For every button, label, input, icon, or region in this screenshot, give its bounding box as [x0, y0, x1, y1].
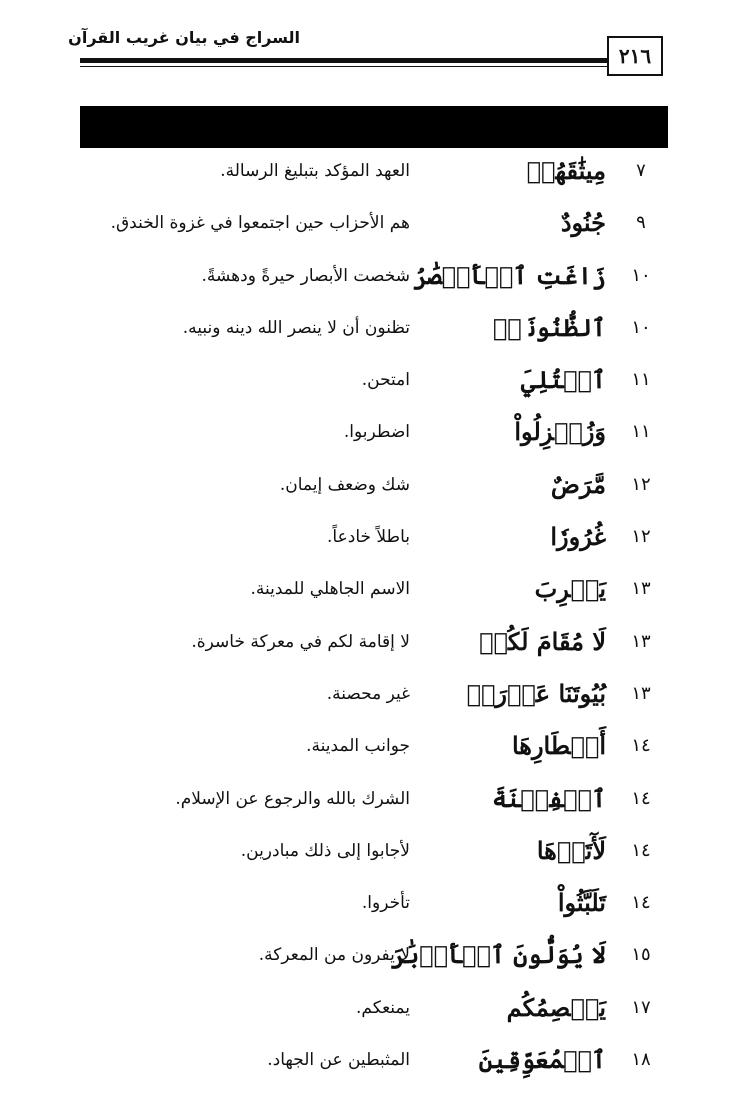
verse-number: ١٨ — [631, 1049, 651, 1071]
table-row — [80, 623, 668, 675]
word-meaning: تظنون أن لا ينصر الله دينه ونبيه. — [182, 317, 410, 338]
word-meaning: لأجابوا إلى ذلك مبادرين. — [240, 840, 410, 861]
table-row — [80, 832, 668, 884]
header-rule-thick — [80, 58, 607, 63]
quran-word: وَزُلۡزِلُواْ — [514, 417, 606, 447]
quran-word: جُنُودٌ — [560, 208, 606, 238]
quran-word: لَا يُوَلُّونَ ٱلۡأَدۡبَٰرَ — [391, 940, 606, 970]
verse-number: ١٣ — [631, 630, 651, 652]
verse-number: ١٣ — [631, 578, 651, 600]
verse-number: ١٢ — [631, 526, 651, 548]
verse-number: ١٠ — [631, 264, 651, 286]
table-row — [80, 257, 668, 309]
verse-number: ١٤ — [631, 787, 651, 809]
table-row — [80, 152, 668, 204]
word-meaning: لا يفرون من المعركة. — [258, 945, 410, 966]
quran-word: زَاغَتِ ٱلۡأَبۡصَٰرُ — [413, 260, 606, 290]
quran-word: مِيثَٰقَهُمۡ — [526, 156, 606, 185]
quran-word: لَأٓتَوۡهَا — [536, 835, 606, 865]
verse-number: ١٤ — [631, 735, 651, 757]
book-title: السراج في بيان غريب القرآن — [68, 28, 300, 47]
table-header-band — [80, 106, 668, 148]
verse-number: ١١ — [631, 369, 651, 391]
table-row — [80, 413, 668, 465]
verse-number: ١٢ — [631, 473, 651, 495]
quran-word: يَعۡصِمُكُم — [506, 992, 606, 1022]
word-meaning: يمنعكم. — [356, 997, 410, 1018]
quran-word: تَلَبَّثُواْ — [557, 888, 606, 918]
table-row — [80, 309, 668, 361]
word-meaning: شك وضعف إيمان. — [279, 474, 410, 495]
page-number-box — [607, 36, 663, 76]
word-meaning: شخصت الأبصار حيرةً ودهشةً. — [201, 265, 410, 286]
table-row — [80, 675, 668, 727]
table-row — [80, 884, 668, 936]
word-meaning: العهد المؤكد بتبليغ الرسالة. — [220, 161, 410, 181]
word-meaning: تأخروا. — [361, 893, 410, 914]
verse-number: ١٧ — [631, 996, 651, 1018]
table-row — [80, 361, 668, 413]
quran-word: ٱلۡفِتۡنَةَ — [492, 783, 606, 813]
quran-word: أَقۡطَارِهَا — [511, 731, 606, 761]
word-meaning: غير محصنة. — [326, 683, 410, 704]
word-meaning: هم الأحزاب حين اجتمعوا في غزوة الخندق. — [110, 213, 410, 234]
quran-word: لَا مُقَامَ لَكُمۡ — [479, 626, 606, 656]
table-row — [80, 570, 668, 622]
table-row — [80, 518, 668, 570]
verse-number: ١٤ — [631, 892, 651, 914]
quran-word: ٱلۡمُعَوِّقِينَ — [478, 1045, 606, 1075]
table-row — [80, 727, 668, 779]
table-row — [80, 1041, 668, 1093]
quran-word: ٱلظُّنُونَا۠ — [492, 312, 606, 342]
verse-number: ٩ — [636, 212, 646, 234]
verse-number: ١١ — [631, 421, 651, 443]
header-rule-thin — [80, 66, 607, 67]
word-meaning: الشرك بالله والرجوع عن الإسلام. — [175, 788, 410, 809]
word-meaning: باطلاً خادعاً. — [327, 527, 410, 548]
word-meaning: المثبطين عن الجهاد. — [267, 1050, 410, 1071]
word-meaning: اضطربوا. — [343, 422, 410, 443]
quran-word: ٱبۡتُلِيَ — [520, 365, 606, 395]
quran-word: يَثۡرِبَ — [534, 574, 606, 604]
verse-number: ١٤ — [631, 839, 651, 861]
word-meaning: لا إقامة لكم في معركة خاسرة. — [191, 631, 410, 652]
table-row — [80, 204, 668, 256]
quran-word: غُرُورٗا — [550, 522, 606, 552]
word-meaning: الاسم الجاهلي للمدينة. — [250, 579, 410, 600]
verse-number: ١٠ — [631, 316, 651, 338]
page-number: ٢١٦ — [618, 44, 652, 68]
quran-word: مَّرَضٌ — [550, 469, 606, 499]
table-row — [80, 466, 668, 518]
verse-number: ١٥ — [631, 944, 651, 966]
word-meaning: امتحن. — [361, 370, 410, 391]
quran-word: بُيُوتَنَا عَوۡرَةٞ — [466, 678, 606, 708]
table-row — [80, 936, 668, 988]
table-row — [80, 780, 668, 832]
table-row — [80, 989, 668, 1041]
word-meaning: جوانب المدينة. — [306, 736, 410, 757]
verse-number: ٧ — [636, 160, 646, 181]
verse-number: ١٣ — [631, 682, 651, 704]
vocabulary-table — [80, 152, 668, 1093]
